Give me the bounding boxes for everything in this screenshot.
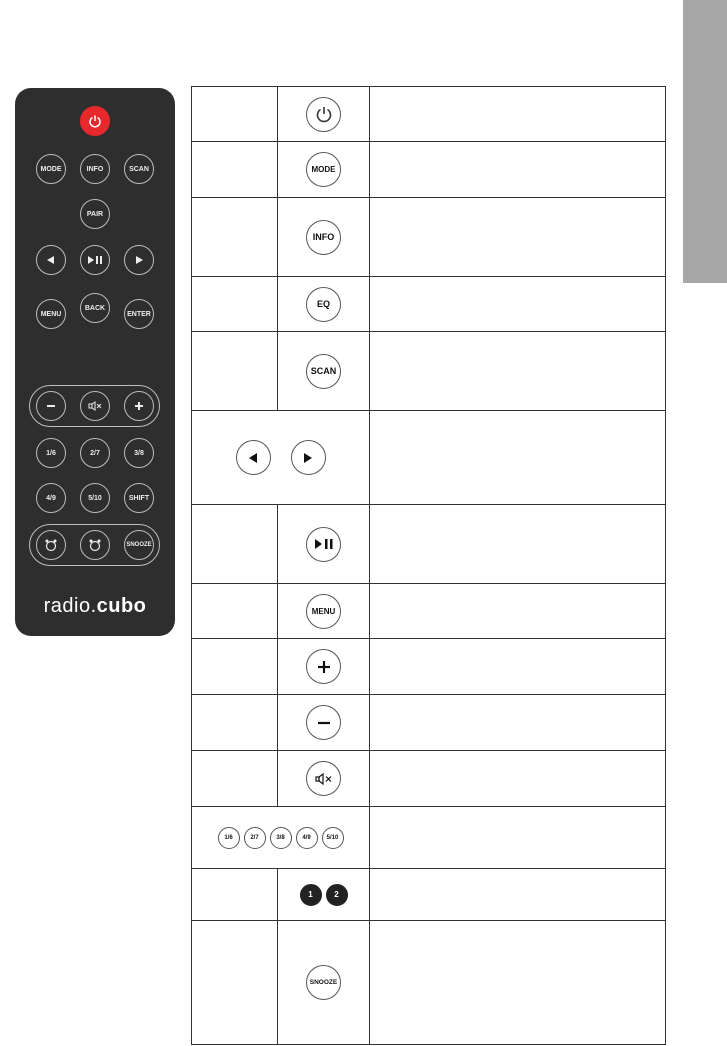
preset-4-illustration: 4/9 xyxy=(296,827,318,849)
mute-button-illustration xyxy=(306,761,341,796)
remote-volume-up-button xyxy=(124,391,154,421)
table-cell-empty xyxy=(192,751,278,806)
next-icon xyxy=(301,451,315,465)
table-cell-icon xyxy=(192,411,370,504)
table-row-mute xyxy=(192,751,666,807)
table-cell-icon xyxy=(278,332,370,410)
mute-icon xyxy=(315,773,333,785)
table-cell-empty xyxy=(192,921,278,1044)
prev-icon xyxy=(46,255,56,265)
brand-prefix: radio. xyxy=(43,595,97,617)
table-cell-empty xyxy=(192,869,278,920)
button-reference-table xyxy=(191,86,666,1045)
alarm-1-illustration: 1 xyxy=(300,884,322,906)
menu-button-illustration: MENU xyxy=(306,594,341,629)
table-row-eq xyxy=(192,277,666,332)
table-cell-description xyxy=(370,751,666,806)
remote-snooze-button: SNOOZE xyxy=(124,530,154,560)
plus-icon xyxy=(133,400,145,412)
power-button-illustration xyxy=(306,97,341,132)
table-cell-empty xyxy=(192,198,278,276)
table-cell-icon xyxy=(278,584,370,638)
remote-volume-down-button xyxy=(36,391,66,421)
table-cell-empty xyxy=(192,332,278,410)
volume-down-button-illustration xyxy=(306,705,341,740)
info-button-illustration: INFO xyxy=(306,220,341,255)
table-cell-description xyxy=(370,142,666,197)
table-cell-description xyxy=(370,639,666,694)
table-cell-icon xyxy=(278,695,370,750)
table-row-navigation xyxy=(192,411,666,505)
remote-mode-button: MODE xyxy=(36,154,66,184)
table-cell-description xyxy=(370,869,666,920)
table-cell-icon xyxy=(278,277,370,331)
remote-preset-1-button: 1/6 xyxy=(36,438,66,468)
table-cell-icon xyxy=(278,751,370,806)
next-button-illustration xyxy=(291,440,326,475)
side-tab-marker xyxy=(683,0,727,283)
table-row-power xyxy=(192,87,666,142)
remote-info-button: INFO xyxy=(80,154,110,184)
table-cell-empty xyxy=(192,505,278,583)
snooze-button-illustration: SNOOZE xyxy=(306,965,341,1000)
table-cell-description xyxy=(370,921,666,1044)
table-row-info xyxy=(192,198,666,277)
mode-button-illustration: MODE xyxy=(306,152,341,187)
table-cell-description xyxy=(370,277,666,331)
table-cell-description xyxy=(370,198,666,276)
table-cell-empty xyxy=(192,695,278,750)
preset-5-illustration: 5/10 xyxy=(322,827,344,849)
table-cell-description xyxy=(370,87,666,141)
table-row-volume-down xyxy=(192,695,666,751)
table-row-snooze xyxy=(192,921,666,1045)
prev-button-illustration xyxy=(236,440,271,475)
remote-preset-5-button: 5/10 xyxy=(80,483,110,513)
eq-button-illustration: EQ xyxy=(306,287,341,322)
table-cell-icon xyxy=(278,87,370,141)
table-row-menu xyxy=(192,584,666,639)
play-pause-button-illustration xyxy=(306,527,341,562)
table-cell-description xyxy=(370,411,666,504)
mute-icon xyxy=(88,401,102,411)
remote-control xyxy=(15,88,175,636)
table-cell-icon xyxy=(278,142,370,197)
play-pause-icon xyxy=(87,255,103,265)
remote-alarm-1-button xyxy=(36,530,66,560)
prev-icon xyxy=(246,451,260,465)
remote-pair-button: PAIR xyxy=(80,199,110,229)
table-cell-description xyxy=(370,332,666,410)
remote-power-button xyxy=(80,106,110,136)
table-cell-icon xyxy=(278,921,370,1044)
table-row-play-pause xyxy=(192,505,666,584)
table-cell-icon xyxy=(278,198,370,276)
power-icon xyxy=(88,114,102,128)
remote-mute-button xyxy=(80,391,110,421)
alarm-icon xyxy=(44,538,58,552)
remote-shift-button: SHIFT xyxy=(124,483,154,513)
remote-preset-3-button: 3/8 xyxy=(124,438,154,468)
preset-3-illustration: 3/8 xyxy=(270,827,292,849)
remote-alarm-2-button xyxy=(80,530,110,560)
remote-prev-button xyxy=(36,245,66,275)
play-pause-icon xyxy=(314,538,334,550)
next-icon xyxy=(134,255,144,265)
table-row-volume-up xyxy=(192,639,666,695)
remote-brand xyxy=(15,595,175,618)
remote-play-pause-button xyxy=(80,245,110,275)
remote-preset-2-button: 2/7 xyxy=(80,438,110,468)
table-cell-icon xyxy=(278,639,370,694)
table-cell-empty xyxy=(192,639,278,694)
table-cell-description xyxy=(370,505,666,583)
alarm-2-illustration: 2 xyxy=(326,884,348,906)
table-cell-icon xyxy=(278,869,370,920)
minus-icon xyxy=(316,715,332,731)
table-cell-icon xyxy=(192,807,370,868)
remote-enter-button: ENTER xyxy=(124,299,154,329)
table-row-mode xyxy=(192,142,666,198)
table-cell-description xyxy=(370,807,666,868)
table-cell-empty xyxy=(192,87,278,141)
table-row-scan xyxy=(192,332,666,411)
alarm-icon xyxy=(88,538,102,552)
remote-next-button xyxy=(124,245,154,275)
table-cell-empty xyxy=(192,142,278,197)
preset-1-illustration: 1/6 xyxy=(218,827,240,849)
remote-back-button: BACK xyxy=(80,293,110,323)
table-cell-icon xyxy=(278,505,370,583)
table-row-alarms xyxy=(192,869,666,921)
volume-up-button-illustration xyxy=(306,649,341,684)
power-icon xyxy=(315,105,333,123)
plus-icon xyxy=(316,659,332,675)
table-cell-empty xyxy=(192,277,278,331)
brand-bold: cubo xyxy=(96,595,147,617)
table-cell-description xyxy=(370,584,666,638)
remote-scan-button: SCAN xyxy=(124,154,154,184)
table-row-presets xyxy=(192,807,666,869)
preset-2-illustration: 2/7 xyxy=(244,827,266,849)
table-cell-empty xyxy=(192,584,278,638)
minus-icon xyxy=(45,400,57,412)
remote-preset-4-button: 4/9 xyxy=(36,483,66,513)
table-cell-description xyxy=(370,695,666,750)
scan-button-illustration: SCAN xyxy=(306,354,341,389)
remote-menu-button: MENU xyxy=(36,299,66,329)
